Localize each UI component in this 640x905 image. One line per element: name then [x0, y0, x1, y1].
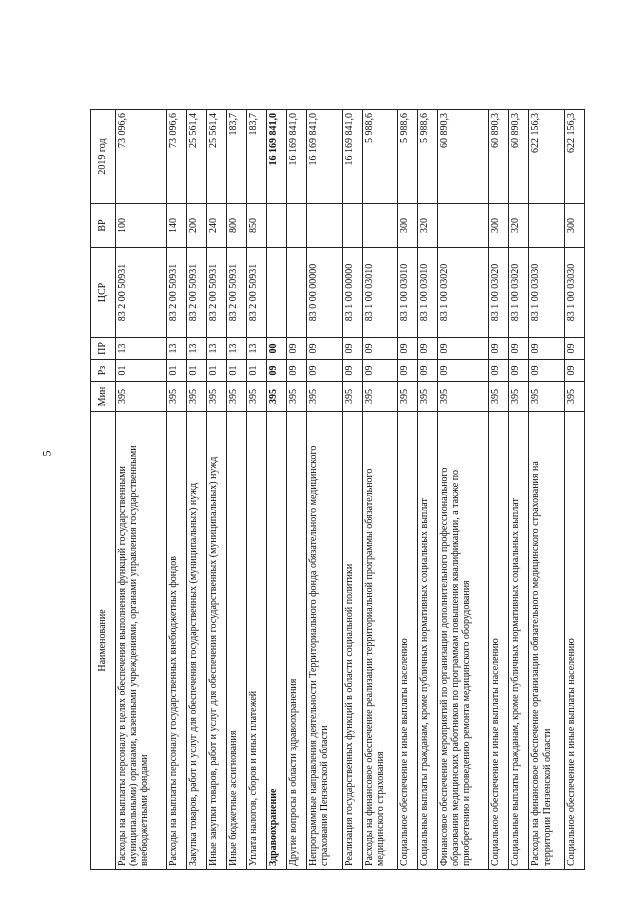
cell-year: 16 169 841,0 — [342, 110, 362, 204]
cell-pr: 09 — [438, 338, 489, 360]
cell-rz: 09 — [418, 360, 438, 382]
cell-rz: 09 — [529, 360, 565, 382]
cell-csr: 83 1 00 00000 — [342, 248, 362, 338]
cell-name: Расходы на выплаты персоналу государственных внебюджетных фондов — [167, 412, 187, 870]
cell-pr: 13 — [167, 338, 187, 360]
cell-min: 395 — [247, 382, 267, 412]
cell-year: 622 156,3 — [529, 110, 565, 204]
cell-min: 395 — [306, 382, 342, 412]
cell-rz: 09 — [287, 360, 307, 382]
table-body — [116, 110, 585, 870]
cell-vr — [362, 204, 398, 248]
cell-csr: 83 2 00 50931 — [227, 248, 247, 338]
cell-min: 395 — [167, 382, 187, 412]
cell-rz: 09 — [489, 360, 509, 382]
cell-rz: 01 — [247, 360, 267, 382]
cell-min: 395 — [398, 382, 418, 412]
cell-year: 60 890,3 — [509, 110, 529, 204]
cell-vr — [267, 204, 287, 248]
header-csr: ЦСР — [91, 248, 116, 338]
cell-name: Расходы на финансовое обеспечение организации обязательного медицинского страхования на территории Пензенской области — [529, 412, 565, 870]
table-row — [509, 110, 529, 870]
cell-vr: 240 — [207, 204, 227, 248]
cell-vr: 850 — [247, 204, 267, 248]
table-row — [227, 110, 247, 870]
cell-year: 5 988,6 — [398, 110, 418, 204]
header-vr: ВР — [91, 204, 116, 248]
cell-csr: 83 2 00 50931 — [207, 248, 227, 338]
cell-min: 395 — [362, 382, 398, 412]
cell-name: Социальные выплаты гражданам, кроме публичных нормативных социальных выплат — [509, 412, 529, 870]
cell-csr: 83 1 00 03020 — [489, 248, 509, 338]
cell-csr — [287, 248, 307, 338]
cell-csr: 83 2 00 50931 — [187, 248, 207, 338]
cell-rz: 01 — [167, 360, 187, 382]
cell-csr: 83 1 00 03020 — [438, 248, 489, 338]
cell-csr: 83 1 00 03030 — [564, 248, 584, 338]
cell-name: Иные закупки товаров, работ и услуг для обеспечения государственных (муниципальных) нужд — [207, 412, 227, 870]
cell-name: Финансовое обеспечение мероприятий по организации дополнительного профессионального образования медицинских работников по программам повышения квалификации, а также по приобретению и проведению ремонта медицинского оборудования — [438, 412, 489, 870]
cell-year: 16 169 841,0 — [287, 110, 307, 204]
cell-year: 25 561,4 — [207, 110, 227, 204]
cell-rz: 09 — [342, 360, 362, 382]
cell-csr — [267, 248, 287, 338]
cell-vr — [342, 204, 362, 248]
table-row — [342, 110, 362, 870]
cell-min: 395 — [187, 382, 207, 412]
cell-name: Закупка товаров, работ и услуг для обеспечения государственных (муниципальных) нужд — [187, 412, 207, 870]
cell-name: Непрограммные направления деятельности Территориального фонда обязательного медицинского страхования Пензенской области — [306, 412, 342, 870]
cell-pr: 09 — [362, 338, 398, 360]
table-row — [116, 110, 167, 870]
cell-min: 395 — [207, 382, 227, 412]
cell-name: Реализация государственных функций в области социальной политики — [342, 412, 362, 870]
cell-name: Здравоохранение — [267, 412, 287, 870]
header-rz: Рз — [91, 360, 116, 382]
cell-min: 395 — [287, 382, 307, 412]
cell-pr: 09 — [509, 338, 529, 360]
cell-rz: 09 — [564, 360, 584, 382]
header-year: 2019 год — [91, 110, 116, 204]
cell-pr: 09 — [489, 338, 509, 360]
cell-min: 395 — [509, 382, 529, 412]
cell-rz: 09 — [398, 360, 418, 382]
cell-name: Расходы на финансовое обеспечение реализации территориальной программы обязательного медицинского страхования — [362, 412, 398, 870]
cell-name: Социальное обеспечение и иные выплаты населению — [564, 412, 584, 870]
cell-vr: 200 — [187, 204, 207, 248]
cell-vr — [438, 204, 489, 248]
header-min: Мин — [91, 382, 116, 412]
cell-name: Социальное обеспечение и иные выплаты населению — [398, 412, 418, 870]
cell-min: 395 — [438, 382, 489, 412]
cell-year: 60 890,3 — [438, 110, 489, 204]
cell-name: Социальные выплаты гражданам, кроме публичных нормативных социальных выплат — [418, 412, 438, 870]
cell-csr: 83 2 00 50931 — [167, 248, 187, 338]
cell-name: Расходы на выплаты персоналу в целях обеспечения выполнения функций государственными (муниципальными) органами, казенными учреждениями, органами управления государственными внебюджетными фондами — [116, 412, 167, 870]
cell-min: 395 — [267, 382, 287, 412]
cell-csr: 83 1 00 03020 — [509, 248, 529, 338]
cell-rz: 01 — [187, 360, 207, 382]
cell-name: Иные бюджетные ассигнования — [227, 412, 247, 870]
cell-csr: 83 2 00 50931 — [247, 248, 267, 338]
cell-vr: 800 — [227, 204, 247, 248]
cell-pr: 09 — [287, 338, 307, 360]
table-row — [207, 110, 227, 870]
cell-name: Уплата налогов, сборов и иных платежей — [247, 412, 267, 870]
table-row — [398, 110, 418, 870]
table-row — [287, 110, 307, 870]
header-pr: ПР — [91, 338, 116, 360]
table-row — [267, 110, 287, 870]
cell-pr: 09 — [306, 338, 342, 360]
cell-rz: 09 — [509, 360, 529, 382]
cell-name: Другие вопросы в области здравоохранения — [287, 412, 307, 870]
cell-vr: 100 — [116, 204, 167, 248]
cell-year: 73 096,6 — [167, 110, 187, 204]
cell-vr: 320 — [509, 204, 529, 248]
table-row — [418, 110, 438, 870]
cell-min: 395 — [342, 382, 362, 412]
cell-vr: 320 — [418, 204, 438, 248]
cell-rz: 09 — [306, 360, 342, 382]
cell-pr: 09 — [342, 338, 362, 360]
cell-vr: 300 — [398, 204, 418, 248]
cell-rz: 01 — [227, 360, 247, 382]
cell-pr: 00 — [267, 338, 287, 360]
table-header-row — [91, 110, 116, 870]
budget-table — [90, 109, 585, 870]
cell-year: 25 561,4 — [187, 110, 207, 204]
cell-year: 73 096,6 — [116, 110, 167, 204]
cell-year: 60 890,3 — [489, 110, 509, 204]
cell-csr: 83 0 00 00000 — [306, 248, 342, 338]
cell-pr: 13 — [187, 338, 207, 360]
cell-pr: 13 — [207, 338, 227, 360]
table-row — [306, 110, 342, 870]
cell-min: 395 — [489, 382, 509, 412]
cell-min: 395 — [564, 382, 584, 412]
cell-pr: 13 — [247, 338, 267, 360]
cell-rz: 09 — [362, 360, 398, 382]
cell-pr: 13 — [116, 338, 167, 360]
cell-pr: 09 — [398, 338, 418, 360]
cell-vr — [287, 204, 307, 248]
cell-vr — [529, 204, 565, 248]
cell-vr: 300 — [564, 204, 584, 248]
table-row — [489, 110, 509, 870]
cell-min: 395 — [418, 382, 438, 412]
cell-csr: 83 1 00 03010 — [362, 248, 398, 338]
cell-year: 5 988,6 — [418, 110, 438, 204]
table-row — [564, 110, 584, 870]
cell-rz: 09 — [438, 360, 489, 382]
table-row — [167, 110, 187, 870]
cell-pr: 09 — [529, 338, 565, 360]
cell-year: 16 169 841,0 — [306, 110, 342, 204]
cell-pr: 09 — [564, 338, 584, 360]
cell-year: 5 988,6 — [362, 110, 398, 204]
cell-pr: 13 — [227, 338, 247, 360]
cell-year: 622 156,3 — [564, 110, 584, 204]
header-name: Наименование — [91, 412, 116, 870]
cell-min: 395 — [116, 382, 167, 412]
cell-csr: 83 2 00 50931 — [116, 248, 167, 338]
cell-year: 16 169 841,0 — [267, 110, 287, 204]
cell-year: 183,7 — [227, 110, 247, 204]
cell-name: Социальное обеспечение и иные выплаты населению — [489, 412, 509, 870]
cell-vr: 300 — [489, 204, 509, 248]
cell-rz: 01 — [207, 360, 227, 382]
cell-csr: 83 1 00 03010 — [398, 248, 418, 338]
rotated-page-content — [90, 110, 585, 870]
cell-min: 395 — [227, 382, 247, 412]
table-row — [362, 110, 398, 870]
cell-vr — [306, 204, 342, 248]
cell-rz: 01 — [116, 360, 167, 382]
cell-year: 183,7 — [247, 110, 267, 204]
cell-csr: 83 1 00 03010 — [418, 248, 438, 338]
table-row — [529, 110, 565, 870]
page-number: 5 — [39, 450, 54, 457]
cell-pr: 09 — [418, 338, 438, 360]
cell-vr: 140 — [167, 204, 187, 248]
table-row — [438, 110, 489, 870]
table-row — [187, 110, 207, 870]
cell-rz: 09 — [267, 360, 287, 382]
table-row — [247, 110, 267, 870]
cell-csr: 83 1 00 03030 — [529, 248, 565, 338]
cell-min: 395 — [529, 382, 565, 412]
